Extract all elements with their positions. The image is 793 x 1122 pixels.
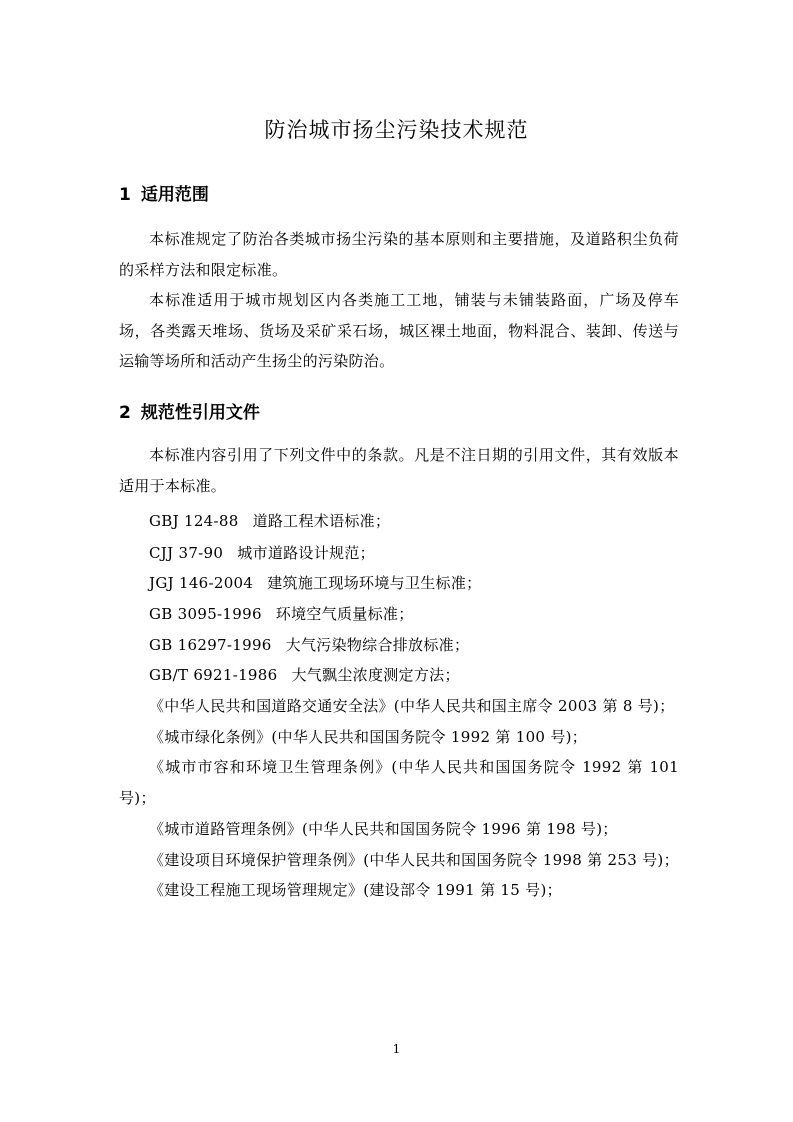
section-number: 1 [119,185,131,205]
reference-name: 环境空气质量标准； [275,605,414,623]
reference-code: GBJ 124-88 [149,512,239,530]
reference-item [149,573,481,593]
reference-item [149,543,375,563]
regulation-item: 《中华人民共和国道路交通安全法》(中华人民共和国主席令 2003 第 8 号)； [149,697,675,715]
reference-item [149,511,390,531]
reference-code: GB 16297-1996 [149,636,272,654]
reference-name: 大气飘尘浓度测定方法； [291,666,460,684]
section-title: 适用范围 [140,185,209,205]
reference-code: GB/T 6921-1986 [149,666,278,684]
reference-name: 城市道路设计规范； [237,544,375,562]
reference-code: CJJ 37-90 [149,544,224,562]
reference-name: 道路工程术语标准； [252,512,391,530]
reference-code: JGJ 146-2004 [149,574,254,592]
reference-item [149,604,414,624]
page-number: 1 [392,1042,401,1056]
scope-paragraph-1: 本标准规定了防治各类城市扬尘污染的基本原则和主要措施，及道路积尘负荷的采样方法和限定标准。 [119,230,679,279]
reference-item [149,635,469,655]
scope-paragraph-2: 本标准适用于城市规划区内各类施工工地，铺装与未铺装路面，广场及停车场，各类露天堆场、货场及采矿采石场，城区裸土地面，物料混合、装卸、传送与运输等场所和活动产生扬尘的污染防治。 [119,291,679,370]
references-intro-paragraph: 本标准内容引用了下列文件中的条款。凡是不注日期的引用文件，其有效版本适用于本标准。 [119,446,679,495]
reference-code: GB 3095-1996 [149,605,262,623]
document-title: 防治城市扬尘污染技术规范 [264,118,529,142]
section-heading-normative-references [119,398,260,423]
section-title: 规范性引用文件 [140,403,260,423]
regulation-item: 《建设项目环境保护管理条例》(中华人民共和国国务院令 1998 第 253 号)； [149,851,679,869]
regulation-item: 《城市道路管理条例》(中华人民共和国国务院令 1996 第 198 号)； [149,820,618,838]
reference-item [149,665,460,685]
regulation-item: 《建设工程施工现场管理规定》(建设部令 1991 第 15 号)； [149,881,562,899]
section-heading-scope [119,180,209,205]
reference-name: 大气污染物综合排放标准； [285,636,470,654]
reference-name: 建筑施工现场环境与卫生标准； [267,574,482,592]
regulation-item: 《城市绿化条例》(中华人民共和国国务院令 1992 第 100 号)； [149,728,588,746]
section-number: 2 [119,403,131,423]
regulation-item: 《城市市容和环境卫生管理条例》(中华人民共和国国务院令 1992 第 101 号)； [119,758,679,807]
